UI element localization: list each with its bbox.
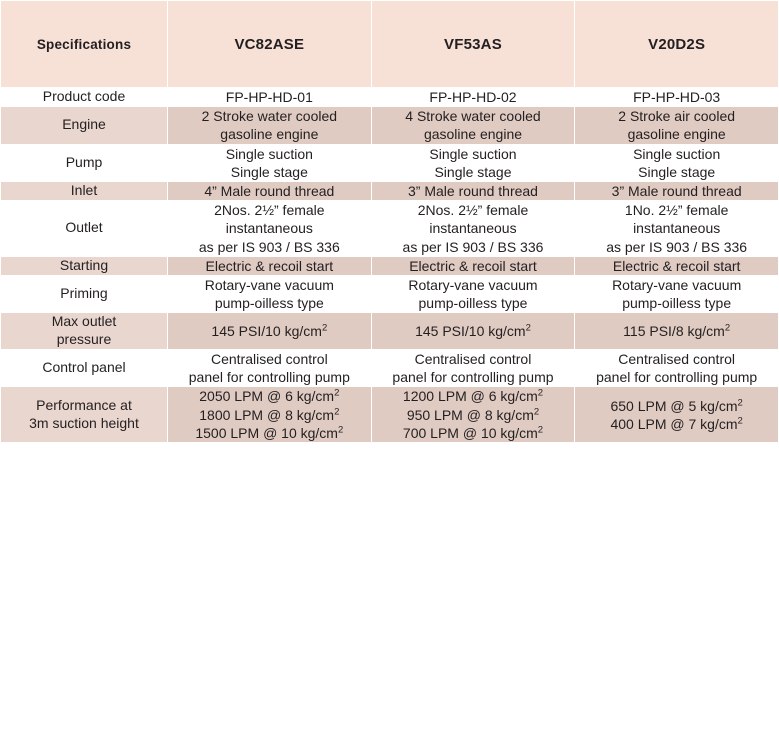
cell-value xyxy=(575,201,779,257)
cell-value xyxy=(168,387,372,443)
column-header-model-2: VF53AS xyxy=(371,1,575,88)
table-row xyxy=(1,313,779,350)
table-header xyxy=(1,1,779,88)
cell-value xyxy=(575,144,779,181)
row-label-line: Performance at xyxy=(36,396,132,413)
table-row xyxy=(1,181,779,200)
row-label-line: Control panel xyxy=(42,359,126,376)
cell-value-line: 3” Male round thread xyxy=(611,182,742,199)
cell-value-line: gasoline engine xyxy=(627,126,726,143)
cell-value xyxy=(371,107,575,144)
cell-value xyxy=(371,144,575,181)
table-row xyxy=(1,387,779,443)
cell-value-line: 1200 LPM @ 6 $kg/cm^2$ xyxy=(402,387,544,405)
cell-value-line: 2 Stroke air cooled xyxy=(618,108,736,125)
cell-value-line: Electric & recoil start xyxy=(409,257,537,274)
cell-value-line: 4” Male round thread xyxy=(204,182,335,199)
cell-value-line: 2Nos. 2½” female xyxy=(417,202,529,219)
cell-value xyxy=(575,256,779,275)
table-row xyxy=(1,275,779,312)
row-label xyxy=(1,201,168,257)
cell-value-line: 1500 LPM @ 10 $kg/cm^2$ xyxy=(195,424,344,441)
row-label xyxy=(1,144,168,181)
row-label-line: Priming xyxy=(60,285,108,302)
cell-value-line: Electric & recoil start xyxy=(612,257,741,274)
cell-value-line: Centralised control xyxy=(414,351,532,368)
table-row xyxy=(1,107,779,144)
cell-value-line: Single stage xyxy=(434,163,512,180)
row-label xyxy=(1,275,168,312)
cell-value-line: 2Nos. 2½” female xyxy=(214,202,325,219)
row-label xyxy=(1,107,168,144)
cell-value xyxy=(575,350,779,387)
cell-value-line: 1No. 2½” female xyxy=(624,202,729,219)
table-row xyxy=(1,144,779,181)
cell-value-line: pump-oilless type xyxy=(418,295,528,312)
row-label-line: Product code xyxy=(42,88,126,105)
row-label xyxy=(1,88,168,107)
cell-value xyxy=(168,275,372,312)
row-label xyxy=(1,387,168,443)
cell-value xyxy=(168,144,372,181)
table-row xyxy=(1,256,779,275)
cell-value-line: 950 LPM @ 8 $kg/cm^2$ xyxy=(406,405,540,423)
cell-value xyxy=(371,181,575,200)
cell-value-line: as per IS 903 / BS 336 xyxy=(198,238,340,255)
cell-value-line: Rotary-vane vacuum xyxy=(204,276,334,293)
cell-value xyxy=(575,107,779,144)
cell-value-line: 4 Stroke water cooled xyxy=(405,108,541,125)
cell-value xyxy=(575,313,779,350)
row-label-line: Engine xyxy=(62,116,106,133)
cell-value-line: 400 LPM @ 7 $kg/cm^2$ xyxy=(610,415,743,432)
cell-value xyxy=(371,350,575,387)
cell-value xyxy=(575,181,779,200)
cell-value-line: 700 LPM @ 10 $kg/cm^2$ xyxy=(402,424,544,441)
cell-value-line: instantaneous xyxy=(633,220,721,237)
cell-value-line: Single stage xyxy=(638,163,716,180)
cell-value-line: panel for controlling pump xyxy=(188,369,350,386)
row-label-line: Inlet xyxy=(70,182,98,199)
row-label xyxy=(1,256,168,275)
cell-value xyxy=(168,107,372,144)
cell-value-line: FP-HP-HD-01 xyxy=(225,89,313,105)
table-row xyxy=(1,201,779,257)
row-label-line: Outlet xyxy=(65,219,103,236)
cell-value xyxy=(168,201,372,257)
cell-value-line: pump-oilless type xyxy=(214,295,324,312)
row-label-line: Max outlet xyxy=(51,313,117,330)
cell-value-line: Centralised control xyxy=(210,351,328,368)
cell-value-line: Rotary-vane vacuum xyxy=(612,276,742,293)
row-label xyxy=(1,313,168,350)
cell-value-line: gasoline engine xyxy=(423,126,523,143)
cell-value xyxy=(168,350,372,387)
cell-value-line: instantaneous xyxy=(429,220,517,237)
cell-value-line: FP-HP-HD-02 xyxy=(429,89,517,105)
cell-value xyxy=(371,88,575,107)
cell-value-line: 2050 LPM @ 6 $kg/cm^2$ xyxy=(199,387,340,405)
row-label-line: Starting xyxy=(59,256,109,273)
cell-value xyxy=(371,201,575,257)
cell-value-line: Electric & recoil start xyxy=(205,257,334,274)
row-label xyxy=(1,181,168,200)
cell-value xyxy=(371,313,575,350)
cell-value xyxy=(371,256,575,275)
cell-value xyxy=(575,88,779,107)
cell-value-line: 2 Stroke water cooled xyxy=(201,108,338,125)
cell-value-line: panel for controlling pump xyxy=(392,369,554,386)
cell-value-line: Single stage xyxy=(230,163,308,180)
table-row xyxy=(1,350,779,387)
cell-value-line: 145 PSI/10 $kg/cm^2$ xyxy=(415,322,531,340)
table-body xyxy=(1,88,779,443)
row-label-line: Pump xyxy=(65,153,103,170)
cell-value-line: Rotary-vane vacuum xyxy=(408,276,538,293)
cell-value xyxy=(575,275,779,312)
cell-value-line: gasoline engine xyxy=(220,126,319,143)
cell-value xyxy=(371,275,575,312)
cell-value-line: FP-HP-HD-03 xyxy=(633,89,721,105)
cell-value xyxy=(168,88,372,107)
cell-value xyxy=(168,256,372,275)
cell-value-line: 1800 LPM @ 8 $kg/cm^2$ xyxy=(199,405,340,423)
cell-value xyxy=(168,313,372,350)
row-label-line: pressure xyxy=(56,331,112,348)
cell-value-line: Centralised control xyxy=(618,351,736,368)
cell-value-line: instantaneous xyxy=(225,220,313,237)
table-header-row xyxy=(1,1,779,88)
cell-value xyxy=(371,387,575,443)
cell-value-line: 3” Male round thread xyxy=(408,182,538,199)
cell-value-line: Single suction xyxy=(429,145,517,162)
cell-value-line: as per IS 903 / BS 336 xyxy=(606,238,748,255)
cell-value-line: 650 LPM @ 5 $kg/cm^2$ xyxy=(610,396,743,414)
cell-value-line: Single suction xyxy=(225,145,313,162)
column-header-specifications: Specifications xyxy=(1,1,168,88)
cell-value xyxy=(168,181,372,200)
column-header-model-3: V20D2S xyxy=(575,1,779,88)
cell-value-line: as per IS 903 / BS 336 xyxy=(402,238,544,255)
table-row xyxy=(1,88,779,107)
cell-value xyxy=(575,387,779,443)
cell-value-line: panel for controlling pump xyxy=(596,369,758,386)
row-label-line: 3m suction height xyxy=(29,414,139,431)
cell-value-line: 115 PSI/8 $kg/cm^2$ xyxy=(623,322,731,340)
cell-value-line: pump-oilless type xyxy=(622,295,732,312)
row-label xyxy=(1,350,168,387)
cell-value-line: 145 PSI/10 $kg/cm^2$ xyxy=(211,322,328,340)
column-header-model-1: VC82ASE xyxy=(168,1,372,88)
cell-value-line: Single suction xyxy=(633,145,721,162)
